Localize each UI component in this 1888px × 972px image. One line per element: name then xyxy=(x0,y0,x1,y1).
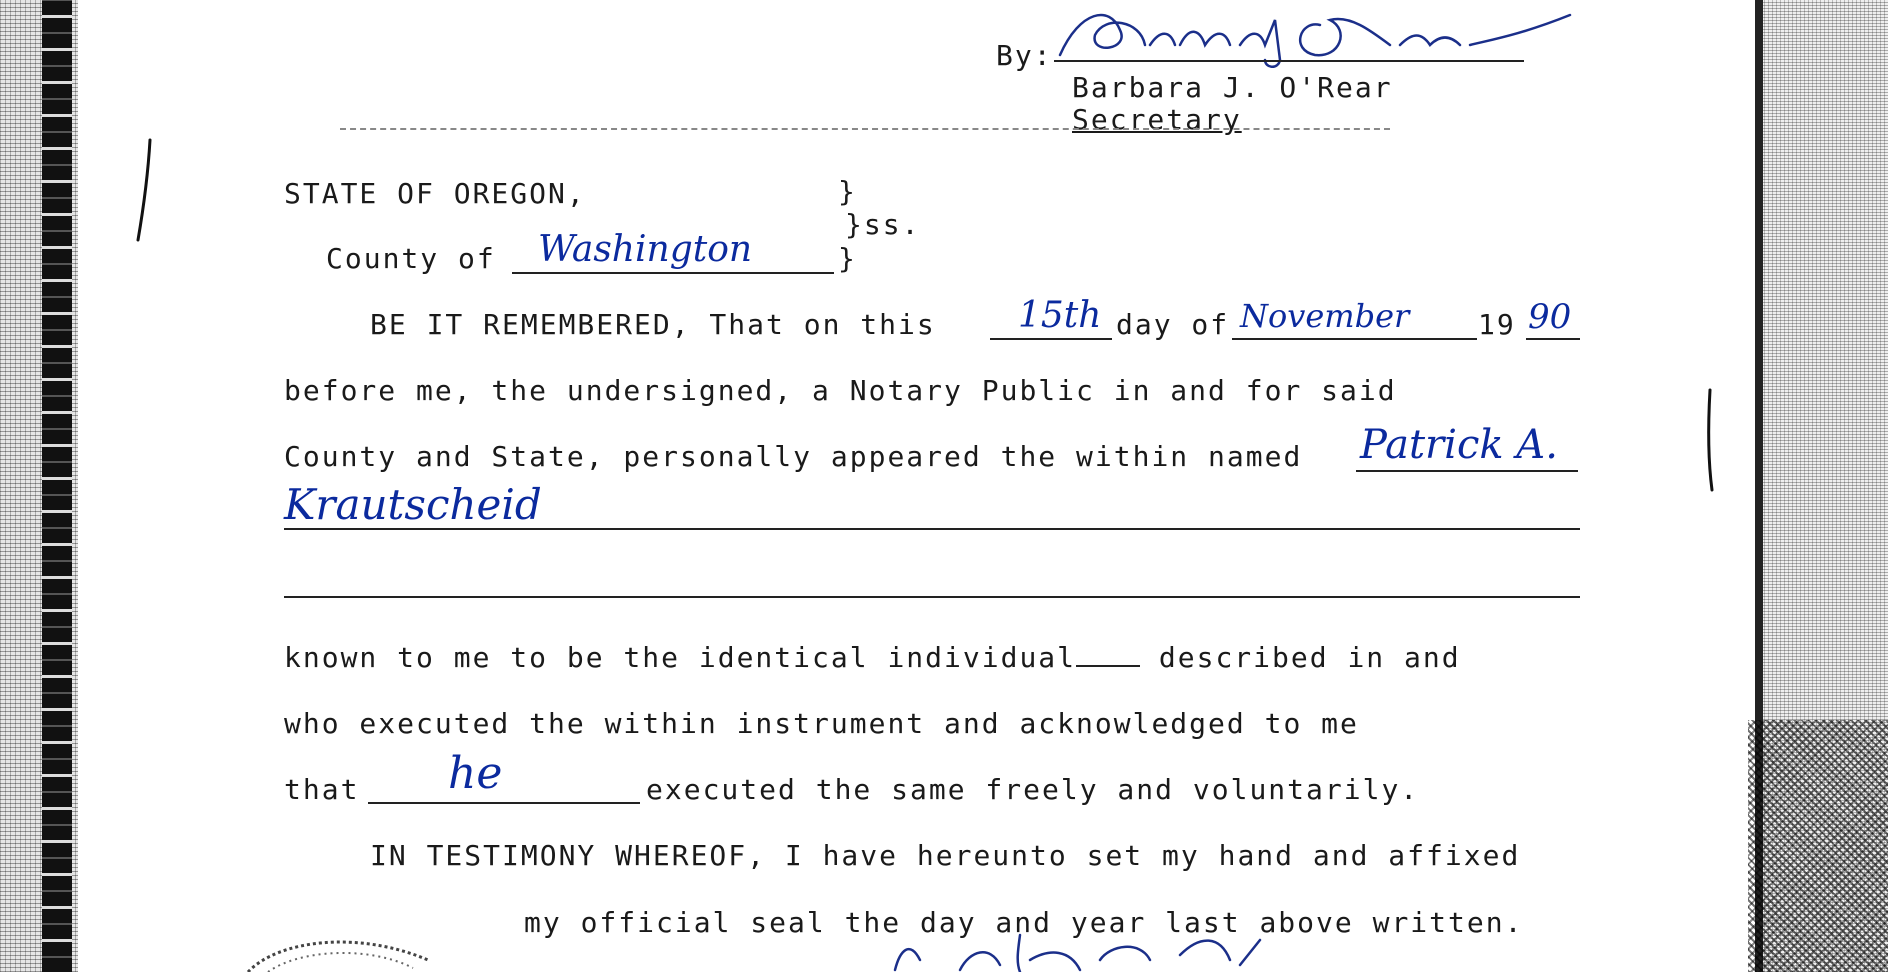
line2-text: before me, the undersigned, a Notary Public in and for said xyxy=(284,374,1397,407)
signature-line xyxy=(1054,60,1524,62)
county-line xyxy=(512,272,834,274)
venue-brace-bottom: } xyxy=(838,242,857,275)
named-handwritten-1: Patrick A. xyxy=(1360,422,1558,468)
margin-mark-right xyxy=(1700,385,1720,495)
seal-line: my official seal the day and year last above written. xyxy=(524,906,1524,939)
named-handwritten-2: Krautscheid xyxy=(284,480,542,529)
blank-line-1 xyxy=(284,528,1580,530)
venue-ss: }ss. xyxy=(845,208,921,241)
line4-text: known to me to be the identical individual described in and xyxy=(284,641,1461,674)
line1-text: BE IT REMEMBERED, That on this xyxy=(370,308,936,341)
testimony-line: IN TESTIMONY WHEREOF, I have hereunto set my hand and affixed xyxy=(370,839,1521,872)
venue-brace-top: } xyxy=(838,175,857,208)
day-handwritten: 15th xyxy=(1018,295,1102,336)
line6-text: executed the same freely and voluntarily. xyxy=(646,773,1420,806)
day-line xyxy=(990,338,1112,340)
year-prefix: 19 xyxy=(1478,308,1516,341)
venue-state: STATE OF OREGON, xyxy=(284,177,586,210)
venue-county-label: County of xyxy=(326,242,496,275)
year-handwritten: 90 xyxy=(1528,297,1572,337)
named-line xyxy=(1356,470,1578,472)
line5-text: who executed the within instrument and acknowledged to me xyxy=(284,707,1359,740)
pronoun-line xyxy=(368,802,640,804)
line6-that: that xyxy=(284,773,360,806)
notary-signature-partial xyxy=(880,930,1320,972)
margin-mark-left xyxy=(130,135,160,245)
blank-line-2 xyxy=(284,596,1580,598)
year-line xyxy=(1526,338,1580,340)
separator-dashes xyxy=(340,128,1390,130)
signer-title: Secretary xyxy=(1072,103,1242,136)
month-line xyxy=(1232,338,1477,340)
line1-dayof: day of xyxy=(1116,308,1230,341)
pronoun-handwritten: he xyxy=(448,748,503,799)
county-handwritten: Washington xyxy=(538,229,753,270)
by-label: By: xyxy=(996,39,1053,72)
month-handwritten: November xyxy=(1240,297,1410,335)
line3-text: County and State, personally appeared the within named xyxy=(284,440,1303,473)
signer-name: Barbara J. O'Rear xyxy=(1072,71,1393,104)
notary-seal-partial xyxy=(238,930,438,972)
